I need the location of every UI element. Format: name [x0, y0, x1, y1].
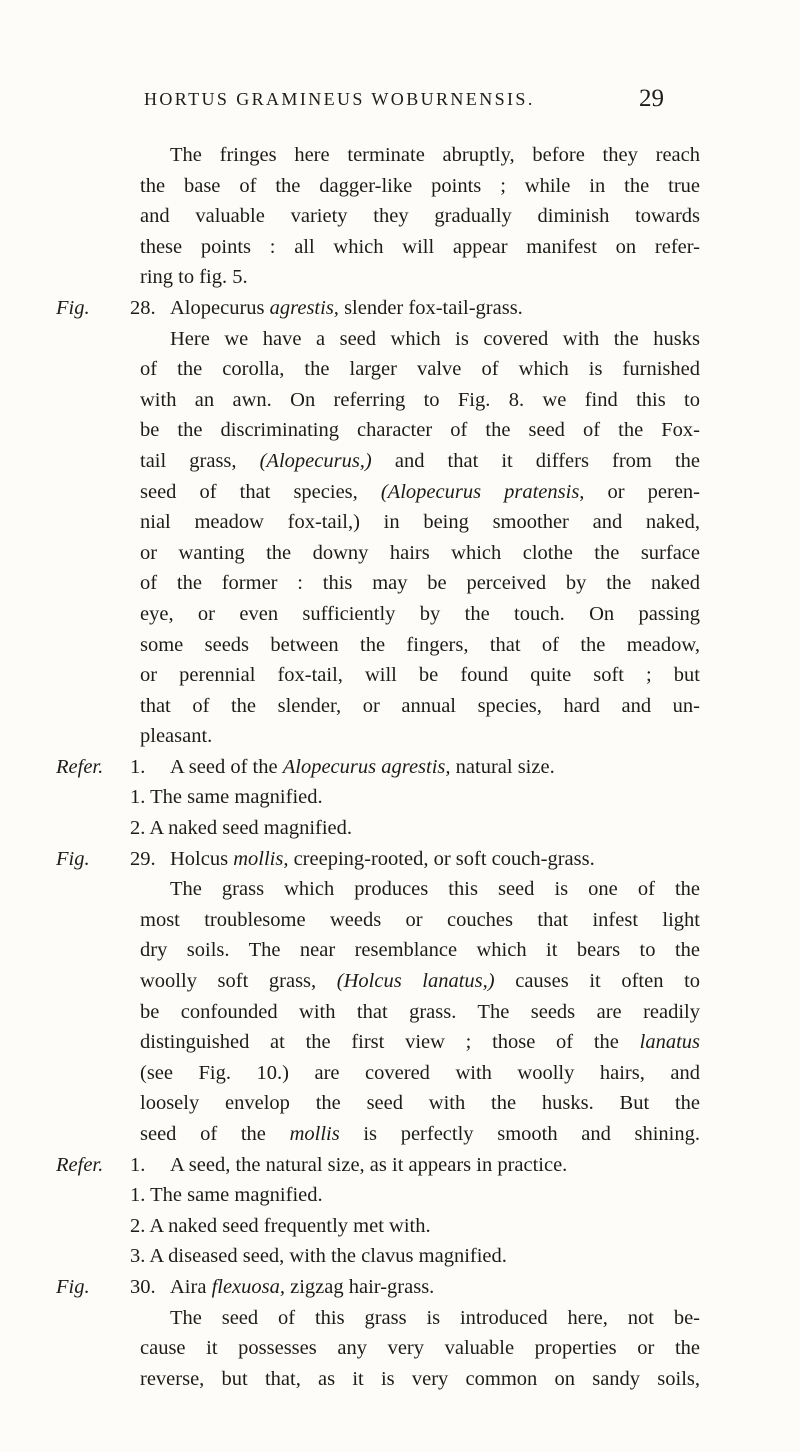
fig-30-heading: [56, 1272, 700, 1303]
text-line: reverse, but that, as it is very common on sandy soils,: [140, 1367, 700, 1390]
text-line: or wanting the downy hairs which clothe the surface: [140, 541, 700, 564]
italic-span: lanatus: [639, 1031, 701, 1054]
refer-item: [130, 1241, 700, 1272]
refer-item-text: 2. A naked seed frequently met with.: [130, 1214, 431, 1237]
species-name: agrestis,: [269, 296, 339, 319]
fig-number: 28.: [130, 296, 156, 319]
fig-label: Fig.: [56, 847, 90, 870]
text-line: be confounded with that grass. The seeds are readily: [140, 1000, 700, 1023]
refer-item-text: A seed, the natural size, as it appears in practice.: [170, 1153, 568, 1176]
italic-span: (Alopecurus pratensis,: [380, 480, 585, 503]
text-line: The seed of this grass is introduced here, not be-: [170, 1306, 700, 1329]
genus-name: Aira: [170, 1275, 207, 1298]
genus-name: Holcus: [170, 847, 229, 870]
refer-item-text: 1. The same magnified.: [130, 1184, 323, 1207]
text-line: that of the slender, or annual species, hard and un-: [140, 694, 700, 717]
refer-number: 1.: [130, 1153, 146, 1176]
text-line: cause it possesses any very valuable properties or the: [140, 1337, 700, 1360]
text-line: be the discriminating character of the seed of the Fox-: [140, 419, 700, 442]
refer-label: Refer.: [56, 1153, 104, 1176]
refer-heading: [56, 752, 700, 783]
text-span: or peren-: [607, 480, 701, 503]
text-span: tail grass,: [140, 449, 237, 472]
fig-29-heading: [56, 844, 700, 875]
text-span: woolly soft grass,: [140, 970, 317, 993]
refer-item: [130, 1180, 700, 1211]
text-line: the base of the dagger-like points ; while in the true: [140, 174, 700, 197]
italic-span: (Holcus lanatus,): [336, 970, 495, 993]
text-line: [140, 966, 700, 997]
text-span: and that it differs from the: [394, 449, 700, 472]
text-line: nial meadow fox-tail,) in being smoother and naked,: [140, 511, 700, 534]
common-name: slender fox-tail-grass.: [344, 296, 523, 319]
text-line: loosely envelop the seed with the husks. But the: [140, 1092, 700, 1115]
fig-28-heading: [56, 293, 700, 324]
text-line: [140, 477, 700, 508]
fig-label: Fig.: [56, 296, 90, 319]
text-line: these points : all which will appear manifest on refer-: [140, 235, 700, 258]
text-span: seed of that species,: [140, 480, 358, 503]
text-line: of the corolla, the larger valve of which is furnished: [140, 358, 700, 381]
text-line: eye, or even sufficiently by the touch. On passing: [140, 602, 700, 625]
text-line: or perennial fox-tail, will be found quite soft ; but: [140, 664, 700, 687]
text-line: dry soils. The near resemblance which it bears to the: [140, 939, 700, 962]
italic-span: Alopecurus agrestis,: [282, 755, 451, 778]
text-line: ring to fig. 5.: [140, 266, 248, 289]
text-line: [140, 1027, 700, 1058]
page-number: 29: [639, 85, 664, 112]
text-span: distinguished at the first view ; those of the: [140, 1031, 619, 1054]
text-line: [140, 446, 700, 477]
italic-span: mollis: [289, 1123, 340, 1145]
text-line: [140, 1119, 700, 1150]
species-name: flexuosa,: [211, 1275, 286, 1298]
refer-number: 1.: [130, 755, 146, 778]
text-line: Here we have a seed which is covered with the husks: [170, 327, 700, 350]
text-line: with an awn. On referring to Fig. 8. we find this to: [140, 388, 700, 411]
text-line: The fringes here terminate abruptly, before they reach: [170, 144, 700, 166]
refer-item-text: 2. A naked seed magnified.: [130, 817, 353, 840]
text-span: seed of the: [140, 1123, 266, 1145]
genus-name: Alopecurus: [170, 296, 265, 319]
fig-number: 30.: [130, 1275, 156, 1298]
refer-item-text: 1. The same magnified.: [130, 786, 323, 809]
text-line: of the former : this may be perceived by the naked: [140, 572, 700, 595]
refer-item-text: 3. A diseased seed, with the clavus magnified.: [130, 1245, 507, 1268]
refer-heading: [56, 1150, 700, 1181]
text-line: most troublesome weeds or couches that infest light: [140, 908, 700, 931]
running-head: [140, 84, 664, 114]
fig-label: Fig.: [56, 1275, 90, 1298]
text-span: causes it often to: [515, 970, 701, 993]
refer-item: [130, 1211, 700, 1242]
text-line: (see Fig. 10.) are covered with woolly hairs, and: [140, 1061, 700, 1084]
text-span: A seed of the: [170, 755, 278, 778]
text-line: The grass which produces this seed is one of the: [170, 878, 700, 901]
text-line: some seeds between the fingers, that of the meadow,: [140, 633, 700, 656]
running-title: HORTUS GRAMINEUS WOBURNENSIS.: [144, 89, 535, 109]
refer-item: [130, 813, 700, 844]
italic-span: (Alopecurus,): [259, 449, 372, 472]
refer-label: Refer.: [56, 755, 104, 778]
fig-number: 29.: [130, 847, 156, 870]
text-span: natural size.: [455, 755, 555, 778]
text-line: and valuable variety they gradually diminish towards: [140, 205, 700, 228]
common-name: creeping-rooted, or soft couch-grass.: [293, 847, 595, 870]
common-name: zigzag hair-grass.: [290, 1275, 435, 1298]
body-text: [56, 140, 701, 1394]
species-name: mollis,: [233, 847, 289, 870]
text-span: is perfectly smooth and shining.: [363, 1123, 701, 1145]
refer-item: [130, 782, 700, 813]
text-line: pleasant.: [140, 725, 213, 748]
